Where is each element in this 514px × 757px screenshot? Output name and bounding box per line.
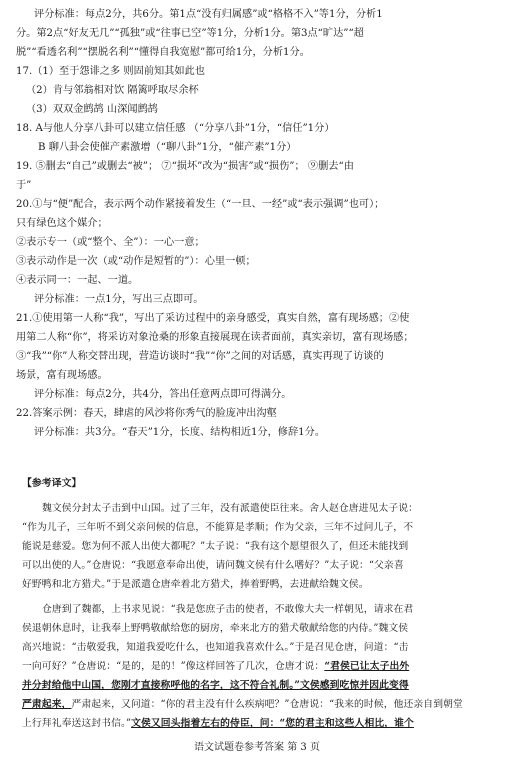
underlined-text: “君侯已让太子出外 xyxy=(324,661,410,672)
translation-line: 高兴地说：“击敬爱我，知道我爱吃什么，也知道我喜欢什么。”于是召见仓唐，问道：“击 xyxy=(22,642,409,653)
scoring-line: 评分标准：共3分。“春天”1分，长度、结构相近1分，修辞1分。 xyxy=(34,427,326,438)
translation-line: 侯退朝休息时，让我奉上野鸭敬献给您的厨房，牵来北方的猎犬敬献给您的内侍。”魏文侯 xyxy=(22,623,409,634)
answer-21-line: 21.①使用第一人称“我”，写出了采访过程中的亲身感受，真实自然，富有现场感；②使 xyxy=(16,313,410,324)
answer-20-line: ④表示同一：一起、一道。 xyxy=(16,275,139,286)
underlined-text: 并分封给他中山国，您刚才直接称呼他的名字，这不符合礼制。” xyxy=(22,680,300,691)
translation-line xyxy=(0,679,514,692)
translation-line xyxy=(0,698,514,711)
underlined-text: 文侯感到吃惊并因此变得 xyxy=(299,680,409,691)
translation-line: 仓唐到了魏都，上书求见说：“我是您庶子击的使者，不敢像大夫一样朝见，请求在君 xyxy=(42,604,414,615)
translation-line xyxy=(0,660,514,673)
answer-17-line: （3）双双金鹧鸪 山深闻鹧鸪 xyxy=(26,104,158,115)
answer-18-line: 18. A与他人分享八卦可以建立信任感 （“分享八卦”1分，“信任”1分） xyxy=(16,123,335,134)
translation-line: 可以出使的人。”仓唐说：“我愿意奉命出使，请问魏文侯有什么嗜好？”太子说：“父亲喜 xyxy=(22,560,404,571)
scoring-line: 评分标准：每点2分，共4分，答出任意两点即可得满分。 xyxy=(34,389,292,400)
answer-20-line: 20.①与“便”配合，表示两个动作紧接着发生（“一旦、一经”或“表示强调”也可）； xyxy=(16,199,385,210)
answer-22-line: 22.答案示例：春天，肆虐的风沙将你秀气的脸庞冲出沟壑 xyxy=(16,408,277,419)
underlined-text: 文侯又回头指着左右的侍臣，问：“您的君主和这些人相比，谁个 xyxy=(131,718,414,729)
answer-21-line: 场景，富有现场感。 xyxy=(16,370,108,381)
answer-20-line: ②表示专一（或“整个、全”）：一心一意； xyxy=(16,237,205,248)
scoring-line: 评分标准：每点2分，共6分。第1点“没有归属感”或“格格不入”等1分，分析1 xyxy=(34,9,383,20)
answer-19-line: 19. ⑤删去“自己”或删去“被”； ⑦“损坏”改为“损害”或“损伤”； ⑨删去“由 xyxy=(16,161,354,172)
underlined-text: 严肃起来， xyxy=(22,699,72,710)
answer-20-line: 只有绿色这个媒介； xyxy=(16,218,108,229)
answer-21-line: 用第二人称“你”，将采访对象沧桑的形象直接展现在读者面前，真实亲切，富有现场感； xyxy=(16,332,414,343)
answer-17-line: （2）肯与邻翁相对饮 隔篱呼取尽余杯 xyxy=(26,85,199,96)
answer-21-line: ③“我”“你”人称交替出现，营造访谈时“我”“你”之间的对话感，真实再现了访谈的 xyxy=(16,351,384,362)
section-heading: 【参考译文】 xyxy=(22,478,82,489)
translation-line xyxy=(0,717,514,730)
answer-18-line: B 聊八卦会使催产素激增（“聊八卦”1分，“催产素”1分） xyxy=(38,142,297,153)
answer-20-line: ③表示动作是一次（或“动作是短暂的”）：心里一顿； xyxy=(16,256,256,267)
answer-17-line: 17.（1）至于怨诽之多 则固前知其如此也 xyxy=(16,66,205,77)
scoring-line: 评分标准：一点1分，写出三点即可。 xyxy=(34,294,204,305)
translation-line: 能说是慈爱。您为何不派人出使大都呢？”太子说：“我有这个愿望很久了，但还未能找到 xyxy=(22,541,409,552)
answer-line: 分。第2点“好友无几”“孤独”或“往事已空”等1分，分析1分。第3点“旷达”“超 xyxy=(16,28,364,39)
translation-line: “作为儿子，三年听不到父亲问候的信息，不能算是孝顺；作为父亲，三年不过问儿子，不 xyxy=(22,522,414,533)
page-footer: 语文试题卷参考答案 第 3 页 xyxy=(194,742,320,753)
translation-text: 严肃起来，又问道：“你的君主没有什么疾病吧？”仓唐说：“我来的时候，他还亲自到朝堂 xyxy=(71,699,463,710)
answer-line: 脱”“看透名利”“摆脱名利”“懂得自我宽慰”都可给1分，分析1分。 xyxy=(16,47,310,58)
translation-text: 一向可好？”仓唐说：“是的，是的！”像这样回答了几次，仓唐才说： xyxy=(22,661,325,672)
translation-text: 上行拜礼奉送这封书信。” xyxy=(22,718,132,729)
answer-19-line: 于” xyxy=(16,180,32,191)
translation-line: 魏文侯分封太子击到中山国。过了三年，没有派遣使臣往来。舍人赵仓唐进见太子说： xyxy=(42,503,419,514)
translation-line: 好野鸭和北方猎犬。”于是派遣仓唐牵着北方猎犬，捧着野鸭，去进献给魏文侯。 xyxy=(22,579,369,590)
